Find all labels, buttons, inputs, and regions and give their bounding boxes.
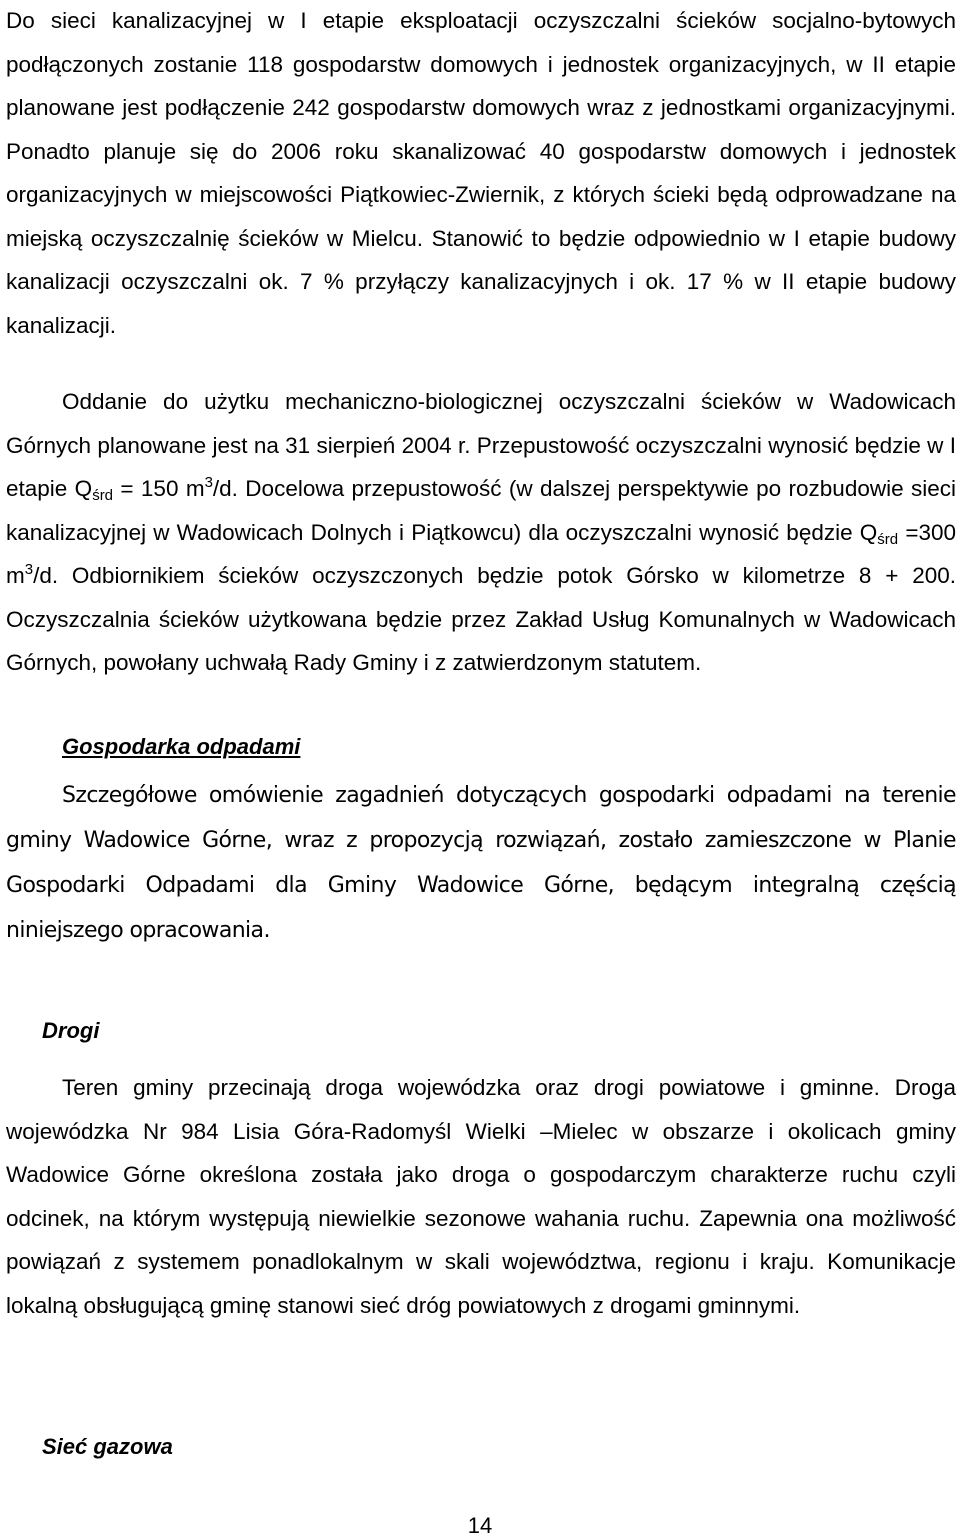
superscript-3: 3 — [204, 474, 213, 491]
heading-waste-management: Gospodarka odpadami — [62, 734, 301, 759]
subscript-srd: śrd — [92, 487, 114, 504]
paragraph-text: Szczegółowe omówienie zagadnień dotyczących gospodarki odpadami na terenie gminy Wadowice Górne, wraz z propozycją rozwiązań, zostało zamieszczone w Planie Gospodarki Odpadami dla Gminy Wadowice Górne, będącym integralną częścią niniejszego opracowania. — [6, 783, 956, 943]
paragraph-roads — [6, 1066, 956, 1327]
subscript-srd: śrd — [877, 530, 899, 548]
paragraph-text-part: = 150 m — [113, 476, 205, 501]
paragraph-sewage-connections — [6, 0, 956, 347]
paragraph-text: Teren gminy przecinają droga wojewódzka oraz drogi powiatowe i gminne. Droga wojewódzka Nr 984 Lisia Góra-Radomyśl Wielki –Mielec w obszarze i okolicach gminy Wadowice Górne określona została jako droga o gospodarczym charakterze ruchu czyli odcinek, na którym występują niewielkie sezonowe wahania ruchu. Zapewnia ona możliwość powiązań z systemem ponadlokalnym w skali województwa, regionu i kraju. Komunikacje lokalną obsługującą gminę stanowi sieć dróg powiatowych z drogami gminnymi. — [6, 1075, 956, 1318]
paragraph-text: Do sieci kanalizacyjnej w I etapie eksploatacji oczyszczalni ścieków socjalno-bytowych podłączonych zostanie 118 gospodarstw domowych i jednostek organizacyjnych, w II etapie planowane jest podłączenie 242 gospodarstw domowych wraz z jednostkami organizacyjnymi. Ponadto planuje się do 2006 roku skanalizować 40 gospodarstw domowych i jednostek organizacyjnych w miejscowości Piątkowiec-Zwiernik, z których ścieki będą odprowadzane na miejską oczyszczalnię ścieków w Mielcu. Stanowić to będzie odpowiednio w I etapie budowy kanalizacji oczyszczalni ok. 7 % przyłączy kanalizacyjnych i ok. 17 % w II etapie budowy kanalizacji. — [6, 8, 956, 338]
page-number: 14 — [467, 1513, 493, 1538]
paragraph-text-part: =300 m — [6, 519, 956, 588]
paragraph-text-part: /d. Odbiornikiem ścieków oczyszczonych będzie potok Górsko w kilometrze 8 + 200. Oczyszczalnia ścieków użytkowana będzie przez Zakład Usług Komunalnych w Wadowicach Górnych, powołany uchwałą Rady Gminy i z zatwierdzonym statutem. — [6, 563, 956, 675]
paragraph-treatment-plant — [6, 380, 956, 685]
paragraph-waste-management — [6, 773, 956, 953]
paragraph-text-part: /d. Docelowa przepustowość (w dalszej perspektywie po rozbudowie sieci kanalizacyjnej w Wadowicach Dolnych i Piątkowcu) dla oczyszczalni wynosić będzie Q — [6, 476, 956, 545]
paragraph-text-part: Oddanie do użytku mechaniczno-biologicznej oczyszczalni ścieków w Wadowicach Górnych planowane jest na 31 sierpień 2004 r. Przepustowość oczyszczalni wynosić będzie w I etapie Q — [6, 389, 956, 501]
superscript-3: 3 — [24, 561, 34, 578]
heading-gas-network: Sieć gazowa — [42, 1434, 173, 1459]
heading-roads: Drogi — [42, 1018, 100, 1043]
